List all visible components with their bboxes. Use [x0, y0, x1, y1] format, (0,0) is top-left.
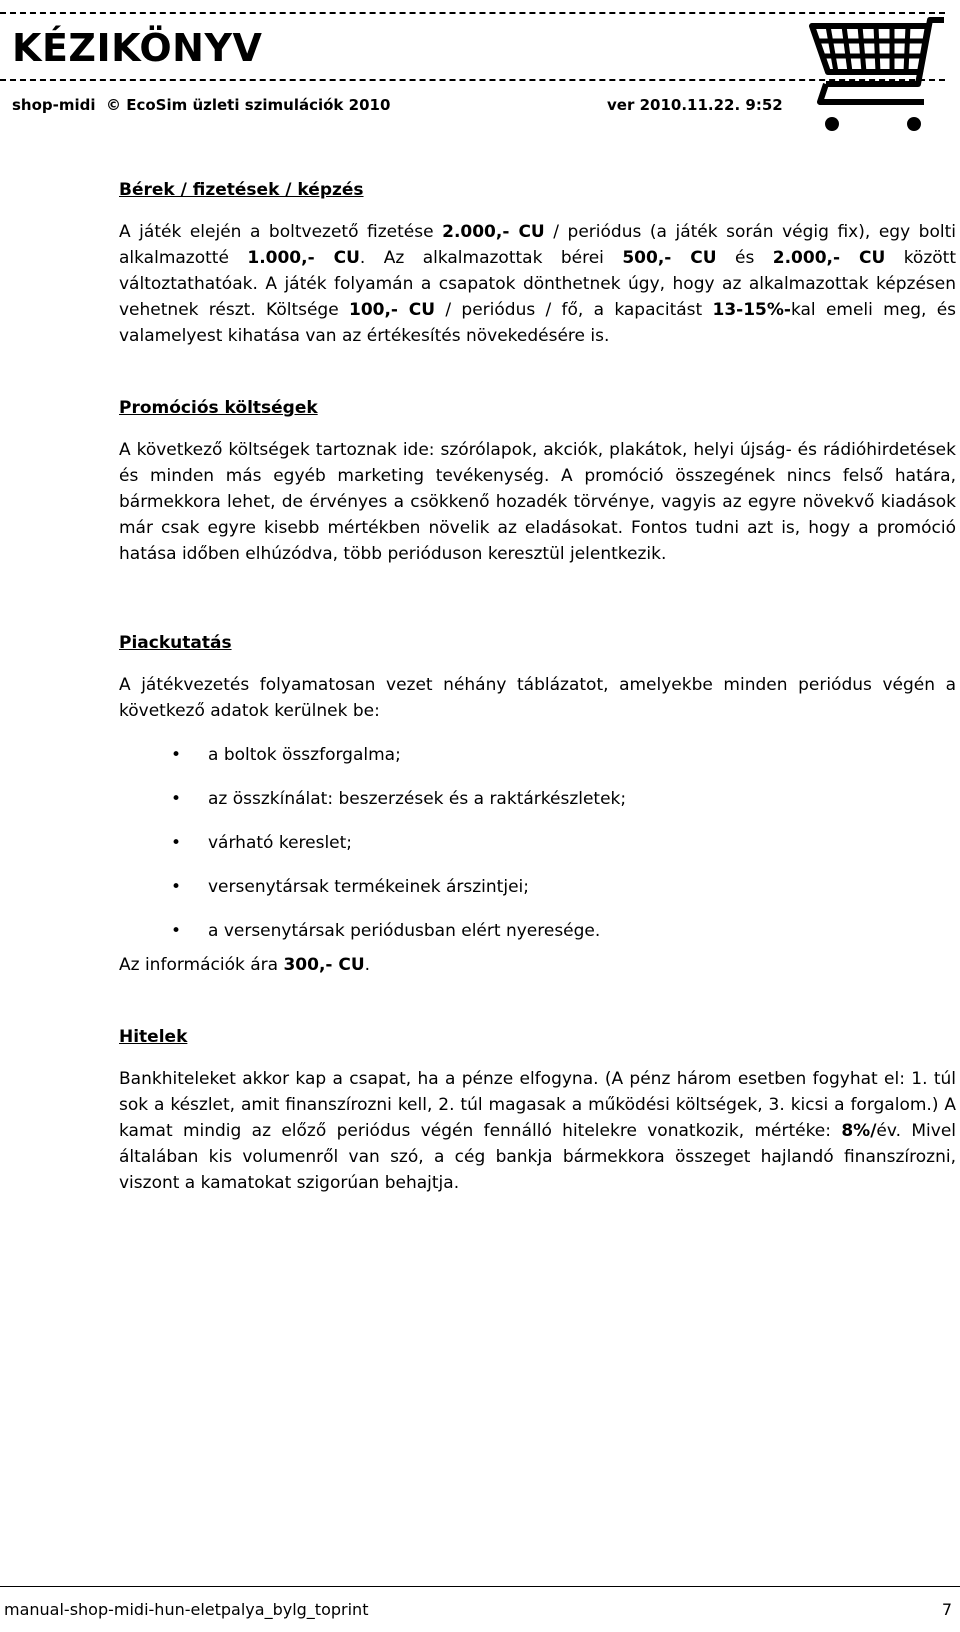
section-promotion-costs [119, 396, 956, 567]
header-dashed-rule-top [0, 12, 945, 14]
bold-run: 500,- CU [622, 248, 717, 268]
text-run: / periódus / fő, a kapacitást [435, 300, 713, 320]
list-item [119, 830, 956, 856]
body-paragraph [119, 672, 956, 724]
bullet-icon: • [171, 789, 182, 809]
text-run: A játékvezetés folyamatosan vezet néhány táblázatot, amelyekbe minden periódus végén a következő adatok kerülnek be: [119, 675, 956, 721]
section-heading: Piackutatás [119, 633, 232, 653]
header-dashed-rule-bottom [0, 79, 945, 81]
bullet-icon: • [171, 833, 182, 853]
bold-run: 100,- CU [348, 300, 436, 320]
text-run: Bankhiteleket akkor kap a csapat, ha a pénze elfogyna. (A pénz három esetben fogyhat el: 1. túl sok a készlet, amit finanszírozni kell, 2. túl magasak a működési költségek, 3. kicsi a forgalom.) A kamat mindig az előző periódus végén fennálló hitelekre vonatkozik, mértéke: [119, 1069, 956, 1141]
list-item [119, 918, 956, 944]
list-item [119, 742, 956, 768]
section-heading: Bérek / fizetések / képzés [119, 180, 364, 200]
text-run: . [364, 955, 371, 975]
list-item-text: a boltok összforgalma; [208, 745, 401, 765]
text-run: / periódus (a játék során végig fix), egy bolti alkalmazotté [119, 222, 956, 268]
version-label: ver 2010.11.22. 9:52 [607, 96, 783, 114]
body-paragraph [119, 437, 956, 567]
text-run: . Az alkalmazottak bérei [359, 248, 623, 268]
text-run: Az információk ára [119, 955, 284, 975]
list-item-text: versenytársak termékeinek árszintjei; [208, 877, 529, 897]
text-run: év. Mivel általában kis volumenről van szó, a cég bankja bármekkora összeget hajlandó finanszírozni, viszont a kamatokat szigorúan behajtja. [119, 1121, 956, 1193]
list-item-text: a versenytársak periódusban elért nyeresége. [208, 921, 601, 941]
bold-run: 13-15%- [712, 300, 791, 320]
bullet-icon: • [171, 877, 182, 897]
page-title: KÉZIKÖNYV [12, 26, 263, 70]
text-run: A következő költségek tartoznak ide: szórólapok, akciók, plakátok, helyi újság- és rádióhirdetések és minden más egyéb marketing tevékenység. A promóció összegének nincs felső határa, bármekkora lehet, de érvényes a csökkenő hozadék törvénye, vagyis az egyre növekvő kiadások már csak egyre kisebb mértékben növelik az eladásokat. Fontos tudni azt is, hogy a promóció hatása időben elhúzódva, több perióduson keresztül jelentkezik. [119, 440, 956, 564]
section-heading: Hitelek [119, 1027, 188, 1047]
list-item [119, 874, 956, 900]
list-item-text: az összkínálat: beszerzések és a raktárkészletek; [208, 789, 627, 809]
bullet-icon: • [171, 745, 182, 765]
bold-run: 300,- CU [283, 955, 365, 975]
page-body [119, 178, 956, 1196]
bullet-list [119, 742, 956, 944]
body-paragraph [119, 952, 956, 978]
product-name: shop-midi [12, 96, 96, 114]
list-item [119, 786, 956, 812]
text-run: A játék elején a boltvezető fizetése [119, 222, 443, 242]
text-run: és [716, 248, 773, 268]
body-paragraph [119, 219, 956, 349]
page-number: 7 [941, 1600, 952, 1619]
section-wages [119, 178, 956, 349]
text-run: között változtathatóak. A játék folyamán a csapatok dönthetnek úgy, hogy az alkalmazottak képzésen vehetnek részt. Költsége [119, 248, 956, 320]
footer-filename: manual-shop-midi-hun-eletpalya_bylg_toprint [4, 1600, 369, 1619]
bold-run: 2.000,- CU [442, 222, 545, 242]
section-loans [119, 1025, 956, 1196]
bold-run: 1.000,- CU [247, 248, 360, 268]
section-market-research [119, 631, 956, 978]
text-run: kal emeli meg, és valamelyest kihatása van az értékesítés növekedésére is. [119, 300, 957, 346]
bullet-icon: • [171, 921, 182, 941]
shopping-cart-icon [806, 14, 946, 134]
section-heading: Promóciós költségek [119, 398, 318, 418]
copyright-notice: © EcoSim üzleti szimulációk 2010 [106, 96, 391, 114]
body-paragraph [119, 1066, 956, 1196]
list-item-text: várható kereslet; [208, 833, 353, 853]
bold-run: 8%/ [841, 1121, 877, 1141]
footer-rule [0, 1586, 960, 1587]
bold-run: 2.000,- CU [772, 248, 886, 268]
